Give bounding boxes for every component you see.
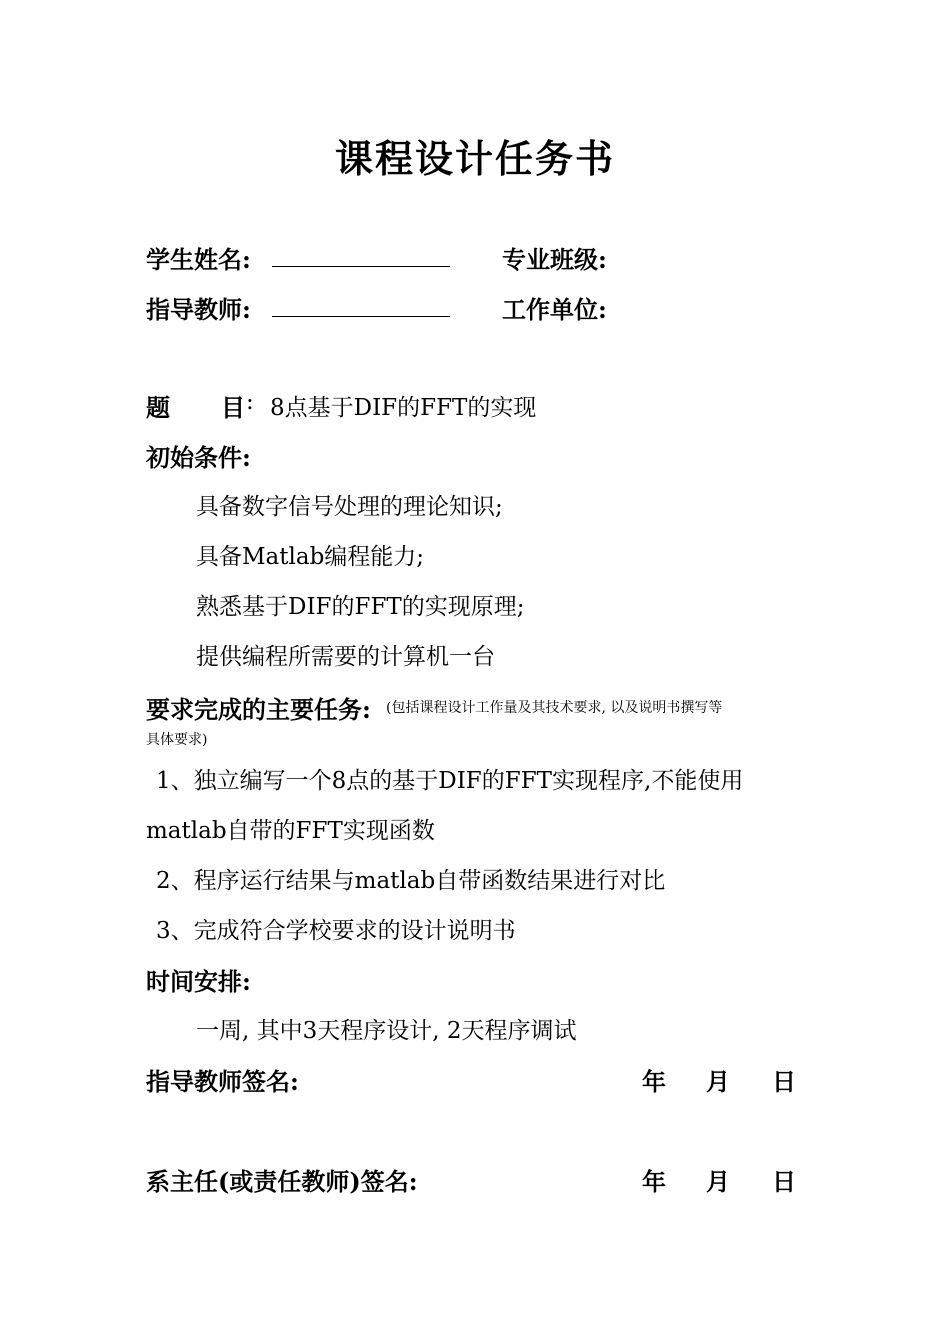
task-1-line-2: matlab自带的FFT实现函数 xyxy=(146,818,435,844)
major-class-label: 专业班级: xyxy=(502,245,607,274)
topic-colon: : xyxy=(246,389,254,415)
topic-label-char-1: 题 xyxy=(146,393,170,422)
work-unit-label: 工作单位: xyxy=(502,295,607,324)
schedule-value: 一周, 其中3天程序设计, 2天程序调试 xyxy=(196,1018,577,1044)
advisor-date-year: 年 xyxy=(642,1067,666,1096)
condition-item: 熟悉基于DIF的FFT的实现原理; xyxy=(196,594,525,620)
topic-value: 8点基于DIF的FFT的实现 xyxy=(270,395,537,421)
task-1-line-1: 1、独立编写一个8点的基于DIF的FFT实现程序,不能使用 xyxy=(156,768,744,794)
tasks-label: 要求完成的主要任务: xyxy=(146,695,371,724)
tasks-note-line-2: 具体要求) xyxy=(146,732,208,748)
page-title: 课程设计任务书 xyxy=(334,136,615,181)
dean-date-day: 日 xyxy=(772,1167,796,1196)
advisor-blank-line xyxy=(272,316,450,317)
condition-item: 提供编程所需要的计算机一台 xyxy=(196,644,495,670)
dean-date-year: 年 xyxy=(642,1167,666,1196)
advisor-label: 指导教师: xyxy=(146,295,251,324)
advisor-date-day: 日 xyxy=(772,1067,796,1096)
task-3: 3、完成符合学校要求的设计说明书 xyxy=(156,918,516,944)
student-name-blank-line xyxy=(272,266,450,267)
advisor-signature-label: 指导教师签名: xyxy=(146,1067,299,1096)
initial-conditions-label: 初始条件: xyxy=(146,443,251,472)
advisor-date-month: 月 xyxy=(706,1067,730,1096)
student-name-label: 学生姓名: xyxy=(146,245,251,274)
tasks-note-line-1: (包括课程设计工作量及其技术要求, 以及说明书撰写等 xyxy=(386,700,723,716)
schedule-label: 时间安排: xyxy=(146,967,251,996)
condition-item: 具备数字信号处理的理论知识; xyxy=(196,494,503,520)
dean-signature-label: 系主任(或责任教师)签名: xyxy=(146,1167,418,1196)
topic-label-char-2: 目 xyxy=(221,393,245,422)
task-2: 2、程序运行结果与matlab自带函数结果进行对比 xyxy=(156,868,666,894)
dean-date-month: 月 xyxy=(706,1167,730,1196)
condition-item: 具备Matlab编程能力; xyxy=(196,544,425,570)
